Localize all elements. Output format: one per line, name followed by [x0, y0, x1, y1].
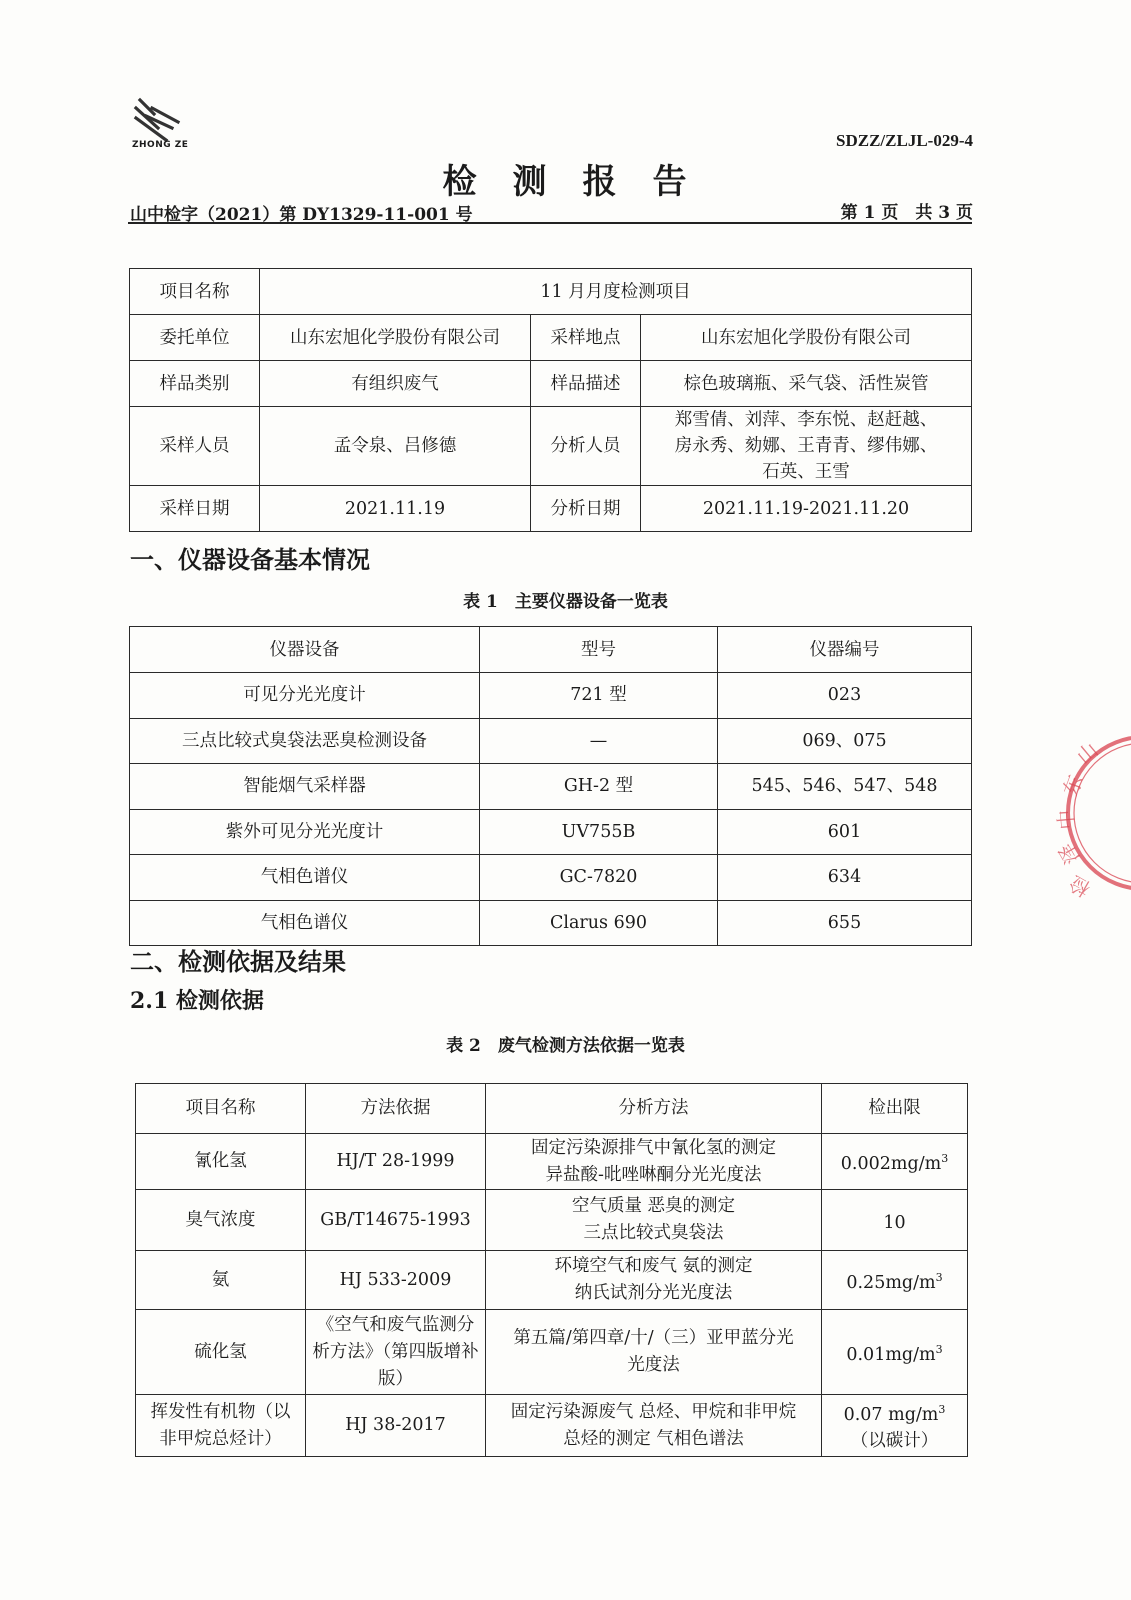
- label-cell: 采样日期: [130, 486, 260, 532]
- instrument-name: 三点比较式臭袋法恶臭检测设备: [130, 718, 480, 764]
- table-row: [130, 407, 972, 486]
- column-header: 检出限: [822, 1084, 968, 1134]
- detection-limit: $0.01mg/m^3$: [822, 1310, 968, 1395]
- item-name: 硫化氢: [136, 1310, 306, 1395]
- instrument-model: 721 型: [480, 673, 718, 719]
- seal-character: 泽: [1053, 839, 1085, 869]
- method-basis: GB/T14675-1993: [306, 1190, 486, 1251]
- instrument-model: Clarus 690: [480, 900, 718, 946]
- seal-character: 山: [1071, 737, 1103, 769]
- analysis-method: 环境空气和废气 氨的测定 纳氏试剂分光光度法: [486, 1251, 822, 1310]
- column-header: 分析方法: [486, 1084, 822, 1134]
- instrument-model: GH-2 型: [480, 764, 718, 810]
- label-cell: 样品描述: [531, 361, 641, 407]
- column-header: 仪器编号: [718, 627, 972, 673]
- sampling-date: 2021.11.19: [260, 486, 531, 532]
- method-basis: HJ 38-2017: [306, 1395, 486, 1457]
- table-row: [130, 486, 972, 532]
- subsection-heading: 2.1 检测依据: [130, 988, 264, 1014]
- label-cell: 采样人员: [130, 407, 260, 486]
- table-row: [130, 269, 972, 315]
- column-header: 型号: [480, 627, 718, 673]
- label-cell: 分析人员: [531, 407, 641, 486]
- instrument-name: 可见分光光度计: [130, 673, 480, 719]
- column-header: 仪器设备: [130, 627, 480, 673]
- analysis-method: 空气质量 恶臭的测定 三点比较式臭袋法: [486, 1190, 822, 1251]
- table-caption: 表 2 废气检测方法依据一览表: [446, 1036, 685, 1056]
- instrument-number: 069、075: [718, 718, 972, 764]
- column-header: 项目名称: [136, 1084, 306, 1134]
- analysis-method: 固定污染源排气中氰化氢的测定 异盐酸-吡唑啉酮分光光度法: [486, 1134, 822, 1190]
- table-header-row: [130, 627, 972, 673]
- sample-description: 棕色玻璃瓶、采气袋、活性炭管: [641, 361, 972, 407]
- analysis-date: 2021.11.19-2021.11.20: [641, 486, 972, 532]
- method-basis-table: [135, 1083, 968, 1457]
- detection-limit: $0.25mg/m^3$: [822, 1251, 968, 1310]
- instrument-number: 545、546、547、548: [718, 764, 972, 810]
- instrument-model: GC-7820: [480, 855, 718, 901]
- analysis-method: 固定污染源废气 总烃、甲烷和非甲烷 总烃的测定 气相色谱法: [486, 1395, 822, 1457]
- item-name: 氨: [136, 1251, 306, 1310]
- instrument-number: 023: [718, 673, 972, 719]
- table-row: [130, 361, 972, 407]
- section-heading: 二、检测依据及结果: [130, 947, 346, 976]
- samplers: 孟令泉、吕修德: [260, 407, 531, 486]
- instrument-number: 634: [718, 855, 972, 901]
- table-row: [130, 718, 972, 764]
- analysis-method: 第五篇/第四章/十/（三）亚甲蓝分光 光度法: [486, 1310, 822, 1395]
- method-basis: 《空气和废气监测分析方法》（第四版增补版）: [306, 1310, 486, 1395]
- instrument-model: —: [480, 718, 718, 764]
- table-row: [130, 673, 972, 719]
- instrument-name: 气相色谱仪: [130, 900, 480, 946]
- table-row: [136, 1251, 968, 1310]
- method-basis: HJ/T 28-1999: [306, 1134, 486, 1190]
- column-header: 方法依据: [306, 1084, 486, 1134]
- table-row: [136, 1310, 968, 1395]
- detection-limit: 0.07 $mg/m^3$ （以碳计）: [822, 1395, 968, 1457]
- table-row: [130, 764, 972, 810]
- sample-type: 有组织废气: [260, 361, 531, 407]
- seal-character: 检: [1065, 870, 1095, 902]
- table-caption: 表 1 主要仪器设备一览表: [463, 592, 668, 612]
- table-row: [130, 900, 972, 946]
- page-number: 第 1 页 共 3 页: [840, 203, 973, 223]
- seal-character: 东: [1058, 771, 1088, 799]
- header-divider: [128, 222, 972, 224]
- page-title: 检测报告: [442, 162, 723, 202]
- detection-limit: 10: [822, 1190, 968, 1251]
- client-name: 山东宏旭化学股份有限公司: [260, 315, 531, 361]
- company-seal-stamp: [1053, 725, 1131, 902]
- table-row: [136, 1190, 968, 1251]
- sampling-site: 山东宏旭化学股份有限公司: [641, 315, 972, 361]
- table-row: [130, 315, 972, 361]
- instrument-table: [129, 626, 972, 946]
- instrument-name: 智能烟气采样器: [130, 764, 480, 810]
- label-cell: 采样地点: [531, 315, 641, 361]
- report-number: 山中检字（2021）第 DY1329-11-001 号: [130, 205, 473, 225]
- instrument-name: 紫外可见分光光度计: [130, 809, 480, 855]
- instrument-model: UV755B: [480, 809, 718, 855]
- method-basis: HJ 533-2009: [306, 1251, 486, 1310]
- table-row: [136, 1395, 968, 1457]
- project-info-table: [129, 268, 972, 532]
- label-cell: 委托单位: [130, 315, 260, 361]
- instrument-number: 601: [718, 809, 972, 855]
- project-name: 11 月月度检测项目: [260, 269, 972, 315]
- table-row: [130, 809, 972, 855]
- table-row: [130, 855, 972, 901]
- document-code: SDZZ/ZLJL-029-4: [836, 131, 973, 150]
- label-cell: 样品类别: [130, 361, 260, 407]
- analysts: 郑雪倩、刘萍、李东悦、赵赶越、 房永秀、劾娜、王青青、缪伟娜、 石英、王雪: [641, 407, 972, 486]
- item-name: 挥发性有机物（以非甲烷总烃计）: [136, 1395, 306, 1457]
- item-name: 氰化氢: [136, 1134, 306, 1190]
- item-name: 臭气浓度: [136, 1190, 306, 1251]
- instrument-name: 气相色谱仪: [130, 855, 480, 901]
- logo-text: ZHONG ZE: [132, 140, 189, 150]
- section-heading: 一、仪器设备基本情况: [130, 545, 370, 574]
- detection-limit: $0.002mg/m^3$: [822, 1134, 968, 1190]
- table-row: [136, 1134, 968, 1190]
- label-cell: 分析日期: [531, 486, 641, 532]
- instrument-number: 655: [718, 900, 972, 946]
- label-cell: 项目名称: [130, 269, 260, 315]
- table-header-row: [136, 1084, 968, 1134]
- seal-character: 中: [1053, 808, 1079, 831]
